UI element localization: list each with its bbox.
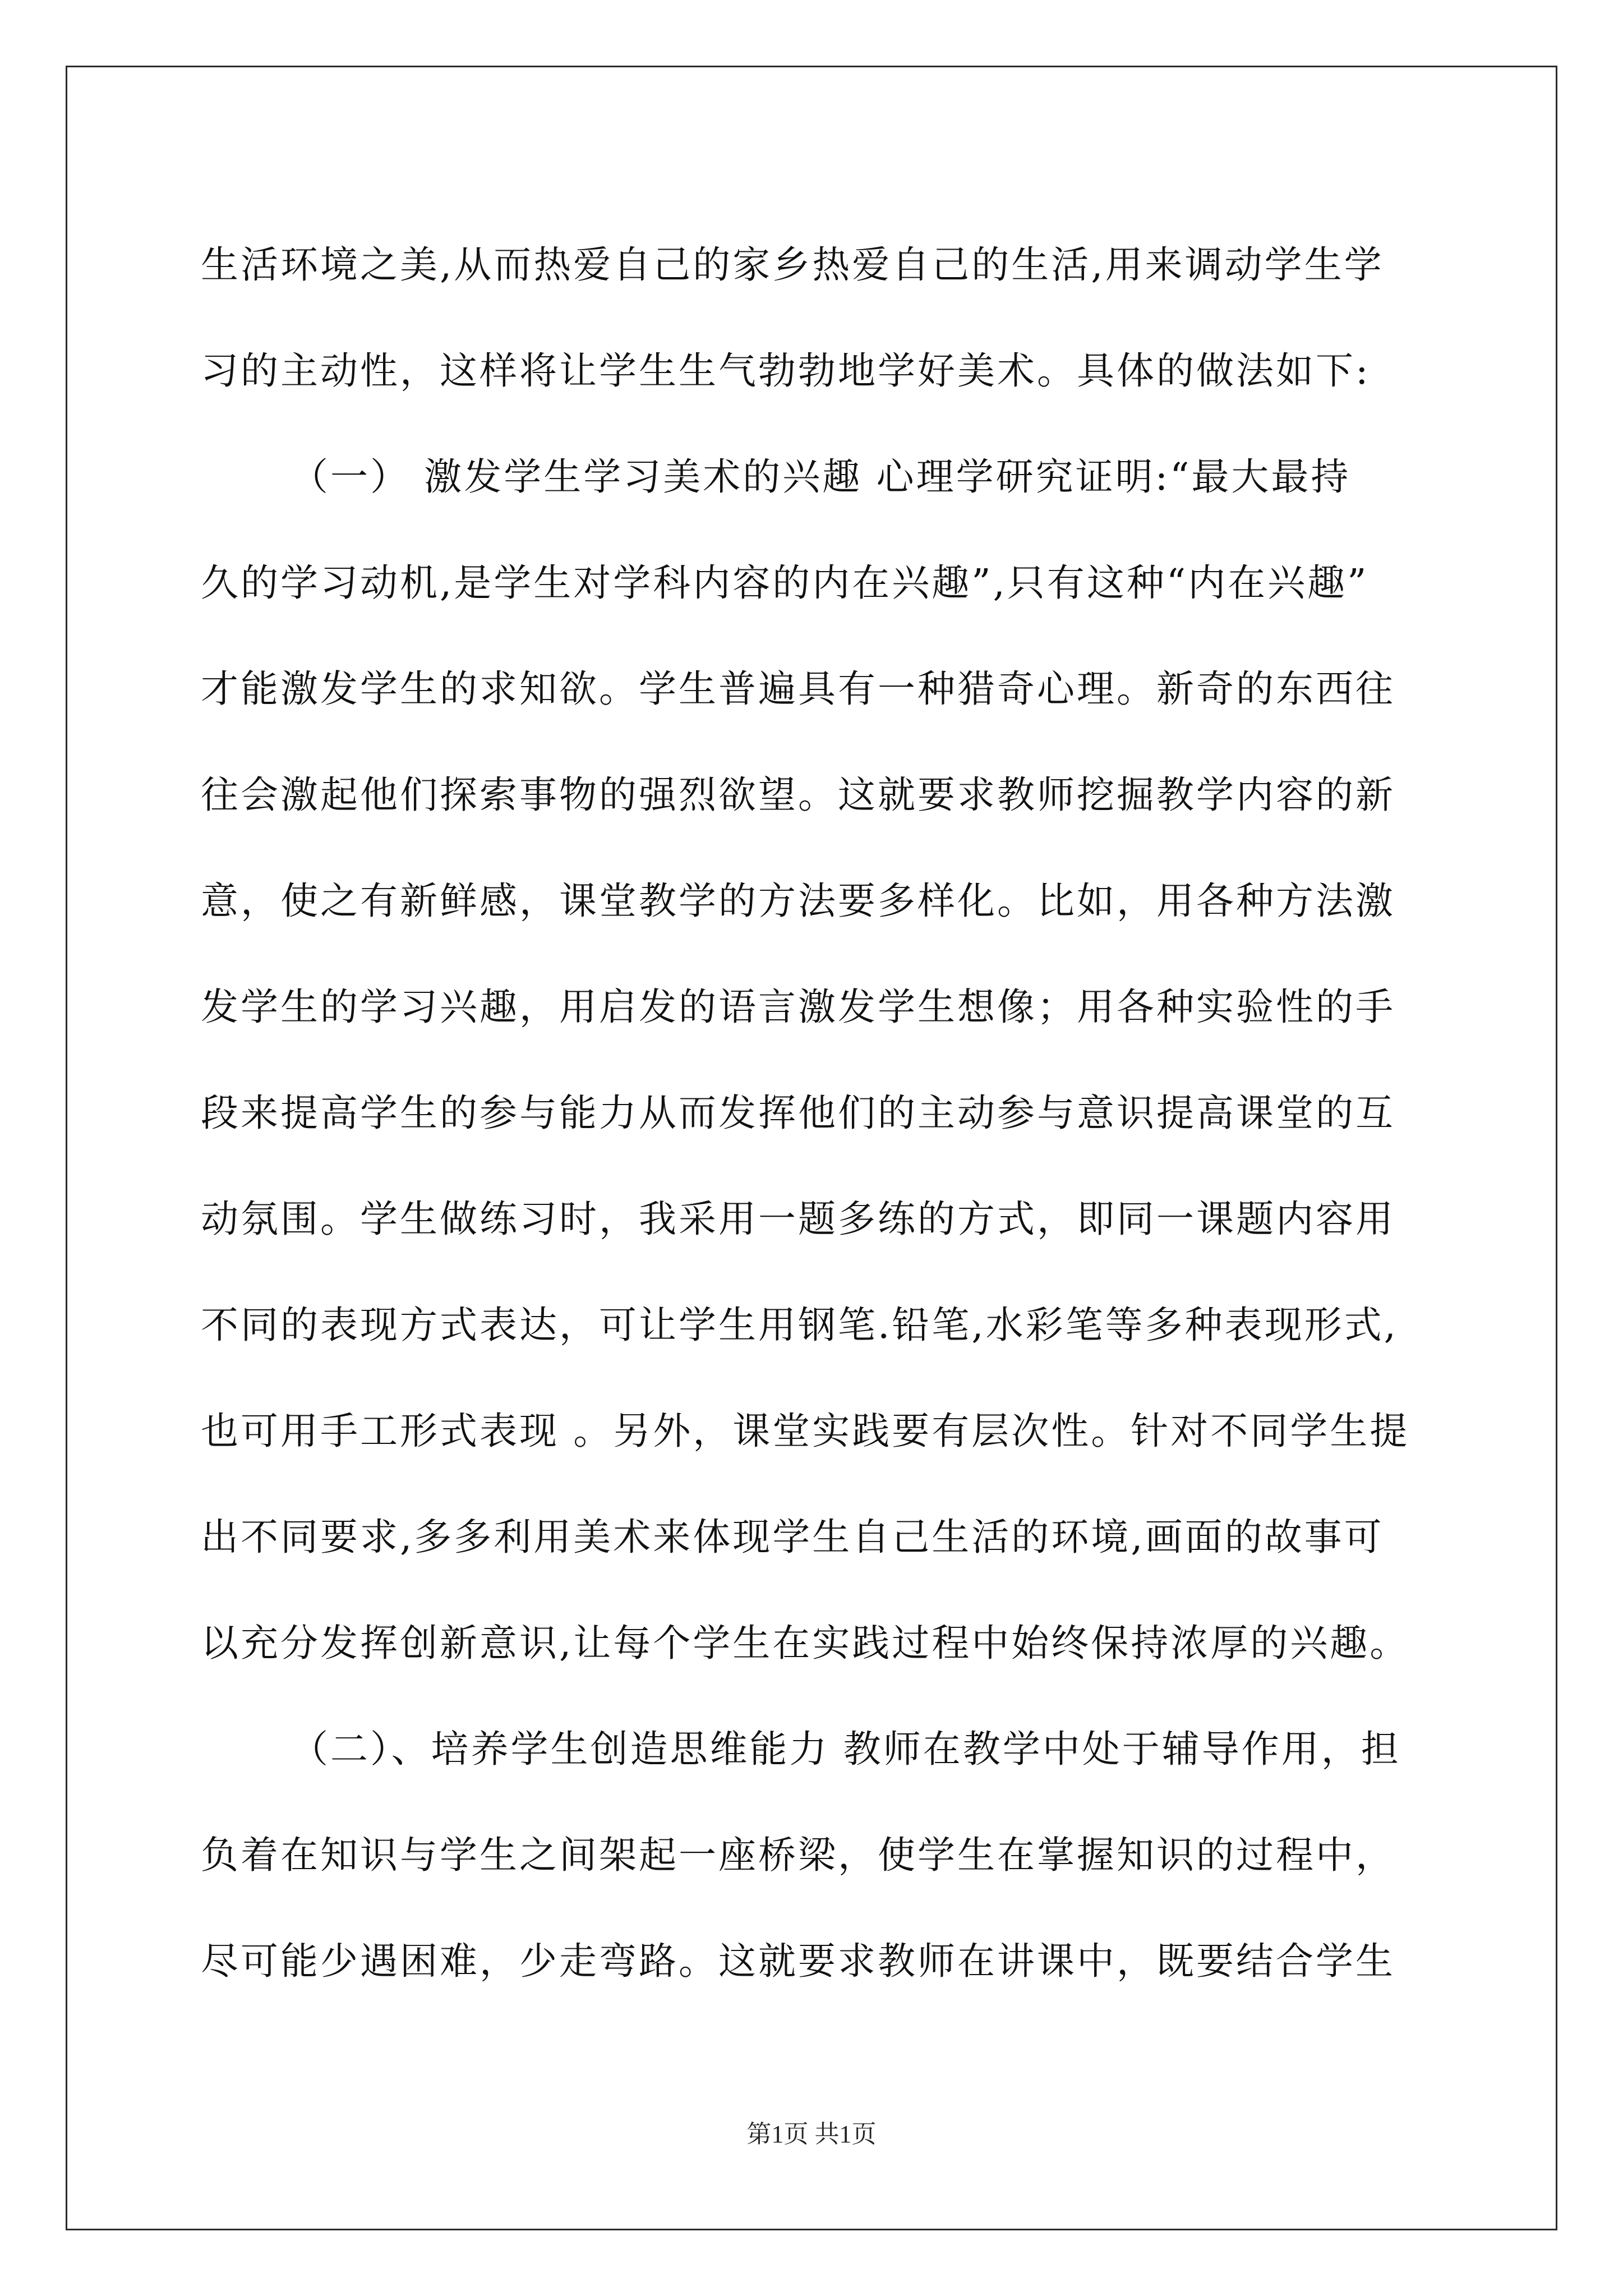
section-heading-1: （一） 激发学生学习美术的兴趣 心理学研究证明:“最大最持 bbox=[291, 455, 1351, 499]
document-body bbox=[201, 212, 1437, 2014]
body-line-12: 也可用手工形式表现 。另外，课堂实践要有层次性。针对不同学生提 bbox=[201, 1409, 1410, 1453]
body-line-1: 生活环境之美,从而热爱自己的家乡热爱自己的生活,用来调动学生学 bbox=[201, 243, 1384, 287]
body-line-2: 习的主动性，这样将让学生生气勃勃地学好美术。具体的做法如下: bbox=[201, 349, 1371, 393]
body-line-6: 往会激起他们探索事物的强烈欲望。这就要求教师挖掘教学内容的新 bbox=[201, 773, 1395, 817]
body-line-13: 出不同要求,多多利用美术来体现学生自己生活的环境,画面的故事可 bbox=[201, 1515, 1384, 1559]
body-line-7: 意，使之有新鲜感，课堂教学的方法要多样化。比如，用各种方法激 bbox=[201, 879, 1395, 923]
body-line-14: 以充分发挥创新意识,让每个学生在实践过程中始终保持浓厚的兴趣。 bbox=[201, 1621, 1410, 1665]
body-line-9: 段来提高学生的参与能力从而发挥他们的主动参与意识提高课堂的互 bbox=[201, 1091, 1395, 1135]
body-line-10: 动氛围。学生做练习时，我采用一题多练的方式，即同一课题内容用 bbox=[201, 1197, 1395, 1241]
body-line-16: 负着在知识与学生之间架起一座桥梁，使学生在掌握知识的过程中， bbox=[201, 1833, 1395, 1877]
body-line-5: 才能激发学生的求知欲。学生普遍具有一种猎奇心理。新奇的东西往 bbox=[201, 667, 1395, 711]
page-footer: 第1页 共1页 bbox=[746, 2120, 877, 2148]
body-line-8: 发学生的学习兴趣，用启发的语言激发学生想像；用各种实验性的手 bbox=[201, 985, 1395, 1029]
body-line-11: 不同的表现方式表达，可让学生用钢笔.铅笔,水彩笔等多种表现形式, bbox=[201, 1303, 1398, 1347]
body-line-17: 尽可能少遇困难，少走弯路。这就要求教师在讲课中，既要结合学生 bbox=[201, 1939, 1395, 1983]
section-heading-2: （二）、培养学生创造思维能力 教师在教学中处于辅导作用，担 bbox=[291, 1727, 1401, 1771]
body-line-4: 久的学习动机,是学生对学科内容的内在兴趣”,只有这种“内在兴趣” bbox=[201, 561, 1369, 605]
